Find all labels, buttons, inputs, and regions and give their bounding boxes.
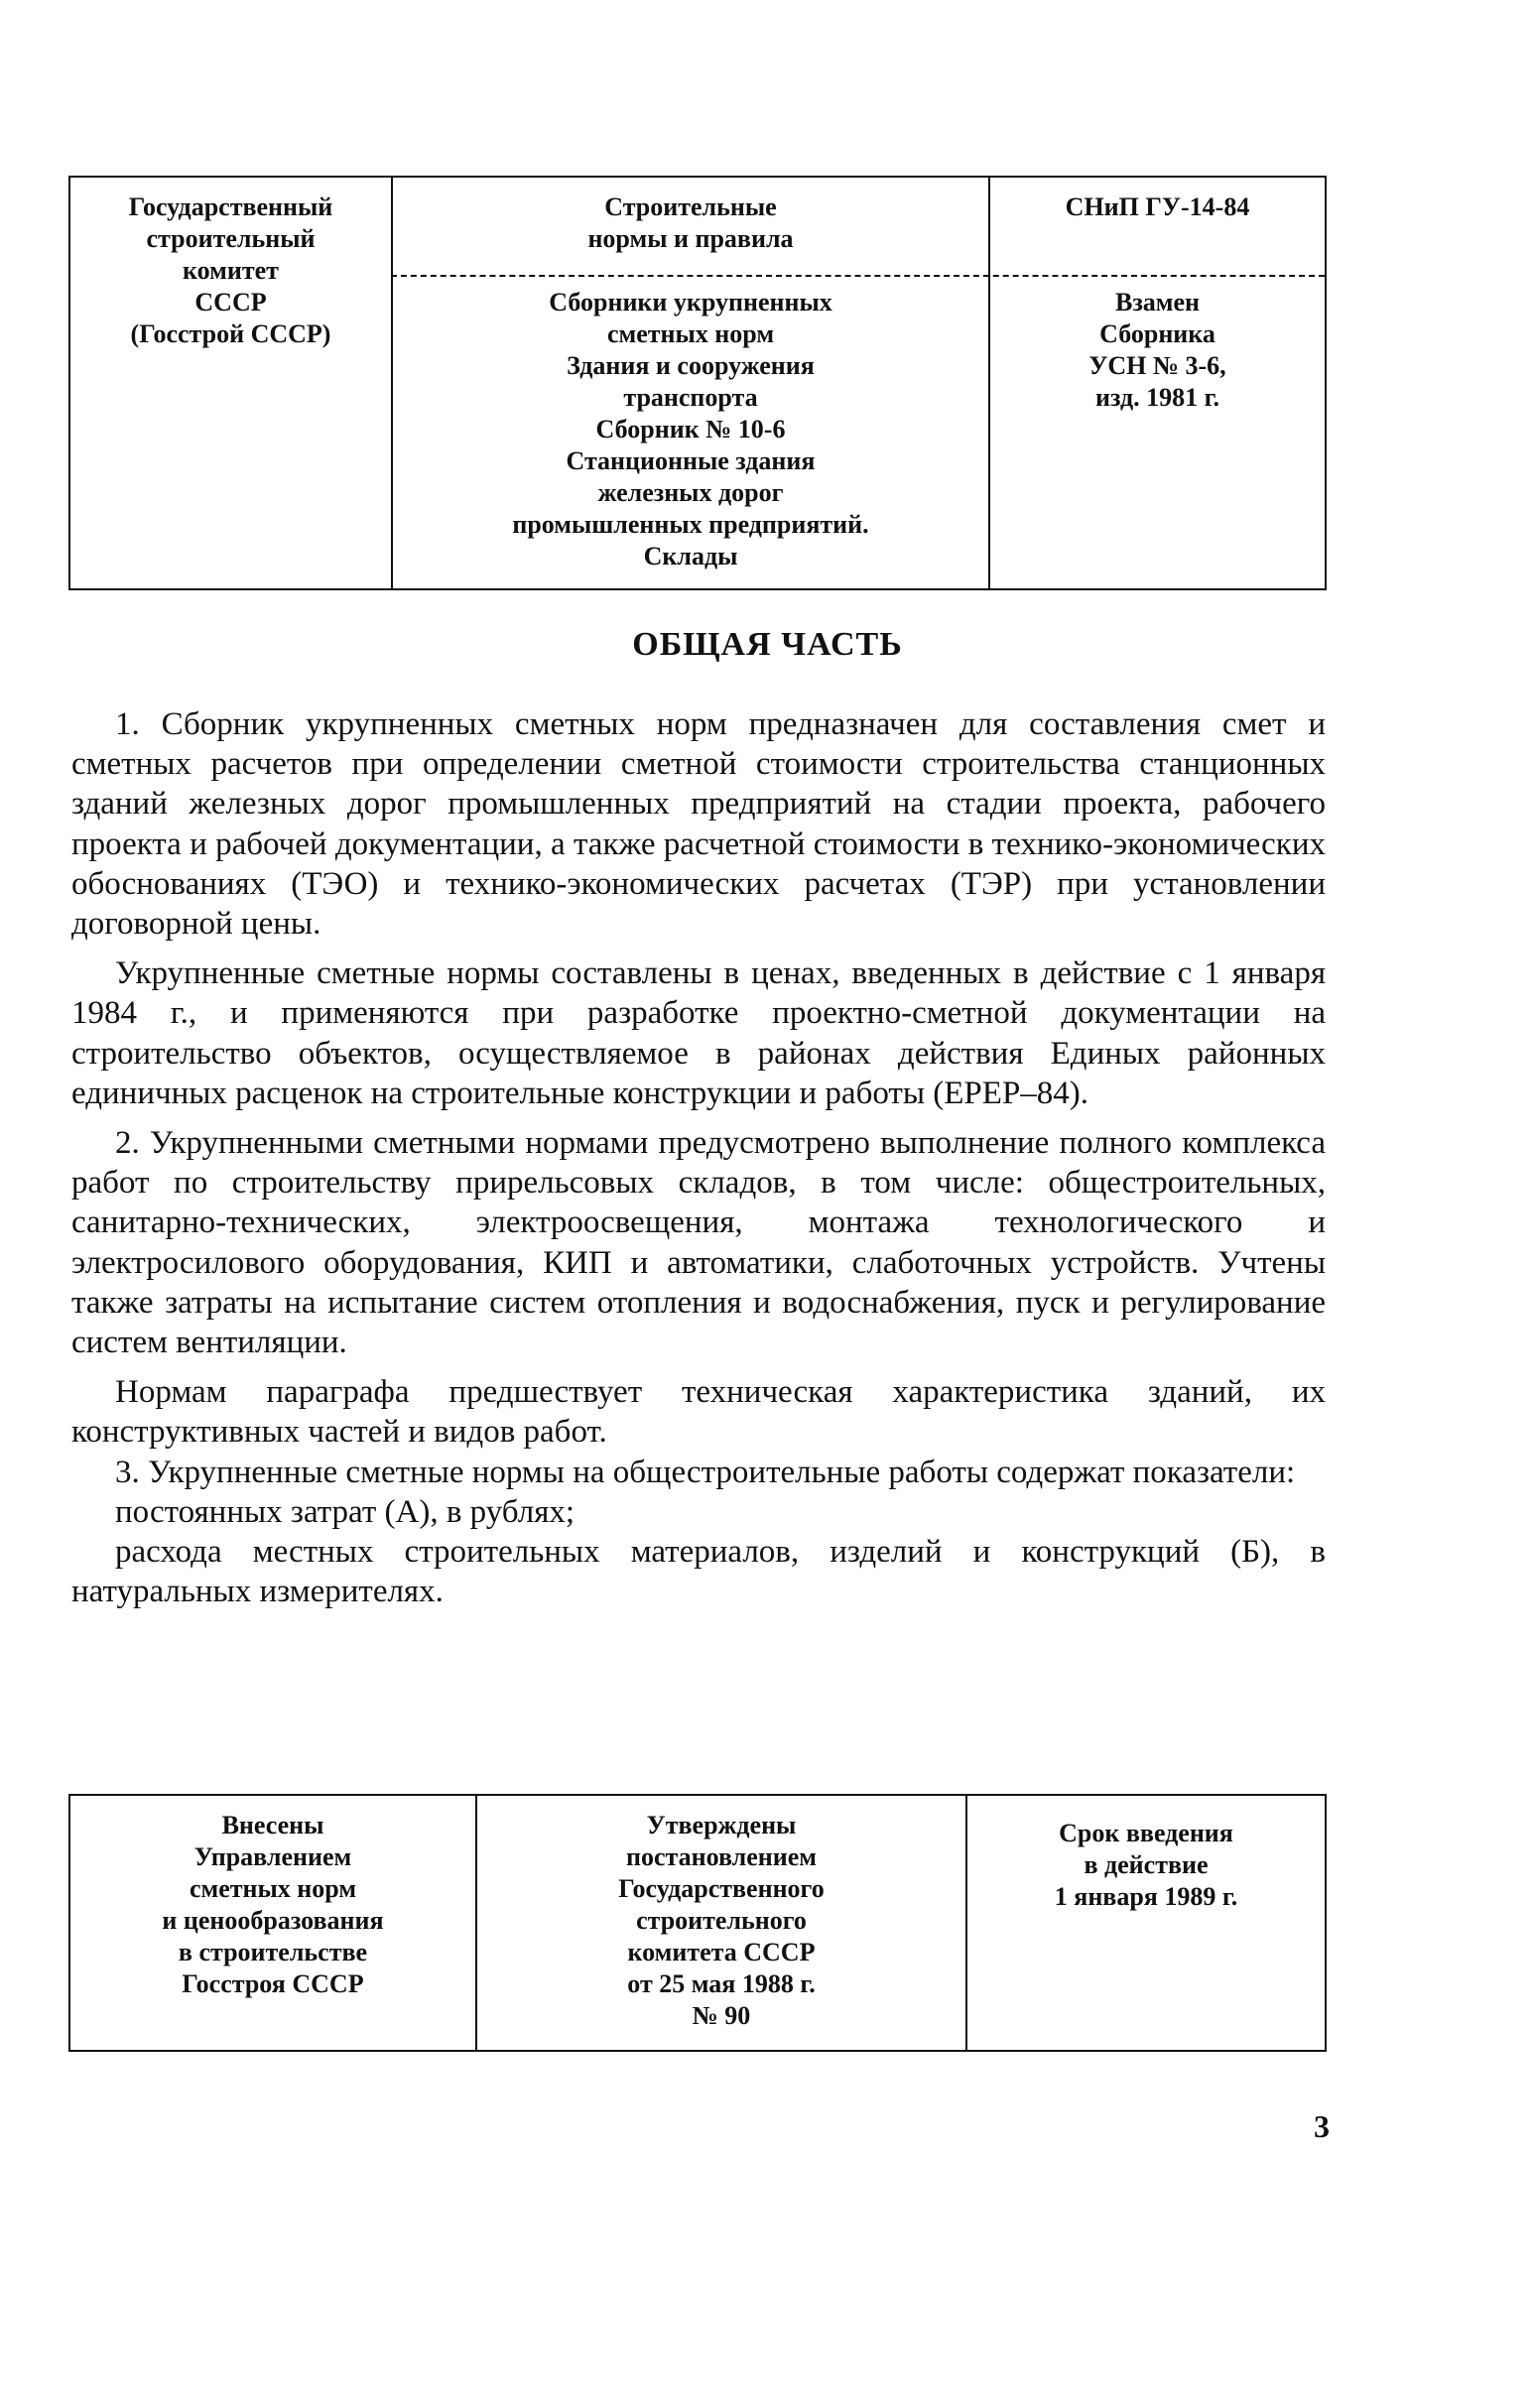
- paragraph-5: 3. Укрупненные сметные нормы на общестроительные работы содержат показатели:: [115, 1454, 1296, 1490]
- footer-approved-by: Утверждены постановлением Государственного строительного комитета СССР от 25 мая 1988 г. № 90: [618, 1811, 825, 2030]
- paragraph-6: постоянных затрат (А), в рублях;: [115, 1493, 576, 1530]
- section-title: ОБЩАЯ ЧАСТЬ: [632, 626, 903, 663]
- paragraph-1: 1. Сборник укрупненных сметных норм предназначен для составления смет и сметных расчетов при определении сметной стоимости строительства станционных зданий железных дорог промышленных предприятий на стадии проекта, рабочего проекта и рабочей документации, а также расчетной стоимости в технико-экономических обоснованиях (ТЭО) и технико-экономических расчетах (ТЭР) при установлении договорной цены.: [71, 706, 1326, 943]
- header-table: [68, 176, 1327, 590]
- paragraph-7: расхода местных строительных материалов, изделий и конструкций (Б), в натуральных измерителях.: [71, 1534, 1326, 1610]
- footer-submitted-by: Внесены Управлением сметных норм и ценообразования в строительстве Госстроя СССР: [162, 1811, 384, 1998]
- paragraph-3: 2. Укрупненными сметными нормами предусмотрено выполнение полного комплекса работ по строительству прирельсовых складов, в том числе: общестроительных, санитарно-технических, электроосвещения, монтажа технологического и электросилового оборудования, КИП и автоматики, слаботочных устройств. Учтены также затраты на испытание систем отопления и водоснабжения, пуск и регулирование систем вентиляции.: [71, 1125, 1326, 1361]
- header-collection-title: Сборники укрупненных сметных норм Здания и сооружения транспорта Сборник № 10-6 Станционные здания железных дорог промышленных предприятий. Склады: [512, 288, 869, 570]
- header-doc-code: СНиП ГУ-14-84: [1065, 192, 1250, 221]
- footer-table: [68, 1794, 1327, 2052]
- header-dashed-separator: [391, 275, 1325, 277]
- page-number: 3: [1314, 2108, 1330, 2144]
- paragraph-4: Нормам параграфа предшествует техническая характеристика зданий, их конструктивных частей и видов работ.: [71, 1374, 1326, 1451]
- header-issuer: Государственный строительный комитет СССР (Госстрой СССР): [128, 192, 333, 348]
- header-doc-type: Строительные нормы и правила: [587, 192, 794, 253]
- paragraph-2: Укрупненные сметные нормы составлены в ценах, введенных в действие с 1 января 1984 г., и применяются при разработке проектно-сметной документации на строительство объектов, осуществляемое в районах действия Единых районных единичных расценок на строительные конструкции и работы (ЕРЕР–84).: [71, 955, 1326, 1111]
- header-replaces: Взамен Сборника УСН № 3-6, изд. 1981 г.: [1088, 288, 1226, 412]
- footer-effective-date: Срок введения в действие 1 января 1989 г.: [1054, 1819, 1238, 1911]
- body-text: [71, 704, 1326, 1611]
